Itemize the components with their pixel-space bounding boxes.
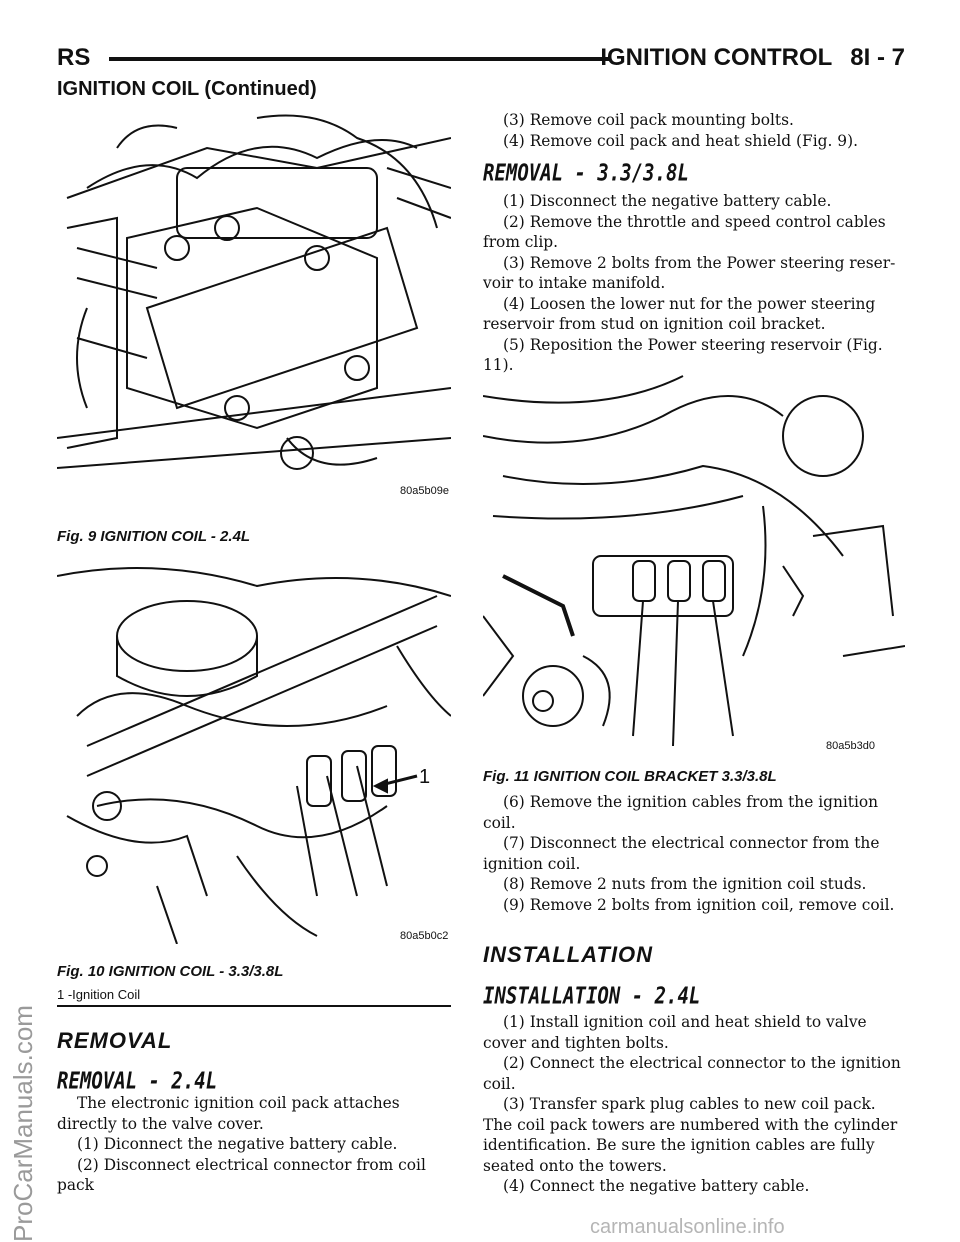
header-section-code: RS	[57, 44, 91, 71]
removal-24-step-3: (3) Remove coil pack mounting bolts.	[503, 111, 794, 129]
installation-24-step-3: (3) Transfer spark plug cables to new coil pack. The coil pack towers are numbered with the cylinder identification. Be sure the ignition cables are fully seated onto the towers.	[483, 1095, 898, 1175]
removal-24-continued	[483, 110, 905, 151]
figure-9-code: 80a5b09e	[400, 485, 449, 497]
installation-heading: INSTALLATION	[483, 942, 654, 967]
figure-9-illustration	[57, 108, 451, 500]
removal-33-step-3: (3) Remove 2 bolts from the Power steering reser-voir to intake manifold.	[483, 253, 896, 292]
removal-24-text	[57, 1093, 451, 1196]
installation-24-heading: INSTALLATION - 2.4L	[483, 983, 701, 1010]
removal-33-steps	[483, 191, 905, 376]
removal-heading: REMOVAL	[57, 1028, 173, 1053]
figure-11-code: 80a5b3d0	[826, 740, 875, 752]
removal-24-step-4: (4) Remove coil pack and heat shield (Fig. 9).	[503, 131, 858, 150]
removal-33-step-5: (5) Reposition the Power steering reservoir (Fig. 11).	[483, 335, 883, 374]
running-header	[57, 44, 905, 74]
removal-33-step-2: (2) Remove the throttle and speed control cables from clip.	[483, 212, 886, 251]
figure-10-code: 80a5b0c2	[400, 930, 449, 942]
figure-10-caption: Fig. 10 IGNITION COIL - 3.3/3.8L	[57, 963, 284, 980]
continued-heading: IGNITION COIL (Continued)	[57, 78, 317, 100]
installation-24-step-4: (4) Connect the negative battery cable.	[503, 1177, 810, 1195]
removal-24-step-2: (2) Disconnect electrical connector from coil pack	[57, 1155, 426, 1194]
removal-33-step-9: (9) Remove 2 bolts from ignition coil, remove coil.	[503, 895, 895, 914]
header-rule	[109, 57, 609, 61]
removal-33-step-4: (4) Loosen the lower nut for the power steering reservoir from stud on ignition coil bracket.	[483, 294, 876, 333]
installation-24-step-1: (1) Install ignition coil and heat shield to valve cover and tighten bolts.	[483, 1013, 867, 1052]
figure-10-divider	[57, 1005, 451, 1007]
removal-33-steps-continued	[483, 792, 905, 915]
removal-24-step-1: (1) Diconnect the negative battery cable.	[77, 1135, 398, 1153]
removal-33-step-6: (6) Remove the ignition cables from the ignition coil.	[483, 793, 879, 832]
side-watermark: ProCarManuals.com	[8, 1005, 38, 1242]
figure-11-caption: Fig. 11 IGNITION COIL BRACKET 3.3/3.8L	[483, 768, 777, 785]
removal-33-heading: REMOVAL - 3.3/3.8L	[483, 160, 689, 187]
removal-33-step-7: (7) Disconnect the electrical connector from the ignition coil.	[483, 834, 880, 873]
figure-11-illustration	[483, 356, 905, 754]
removal-33-step-1: (1) Disconnect the negative battery cable.	[503, 192, 832, 210]
figure-10-illustration	[57, 556, 451, 944]
header-title	[600, 44, 905, 72]
removal-24-intro: The electronic ignition coil pack attaches directly to the valve cover.	[57, 1094, 400, 1133]
removal-24-heading: REMOVAL - 2.4L	[57, 1068, 218, 1095]
header-chapter-title: IGNITION CONTROL	[600, 44, 833, 71]
figure-10-legend: 1 -Ignition Coil	[57, 987, 141, 1002]
installation-24-step-2: (2) Connect the electrical connector to the ignition coil.	[483, 1054, 901, 1093]
page-number: 8I - 7	[850, 44, 905, 71]
removal-33-step-8: (8) Remove 2 nuts from the ignition coil studs.	[503, 875, 867, 893]
footer-watermark: carmanualsonline.info	[590, 1216, 785, 1238]
installation-24-steps	[483, 1012, 905, 1197]
figure-10-callout-1: 1	[419, 766, 431, 788]
figure-9-caption: Fig. 9 IGNITION COIL - 2.4L	[57, 528, 251, 545]
